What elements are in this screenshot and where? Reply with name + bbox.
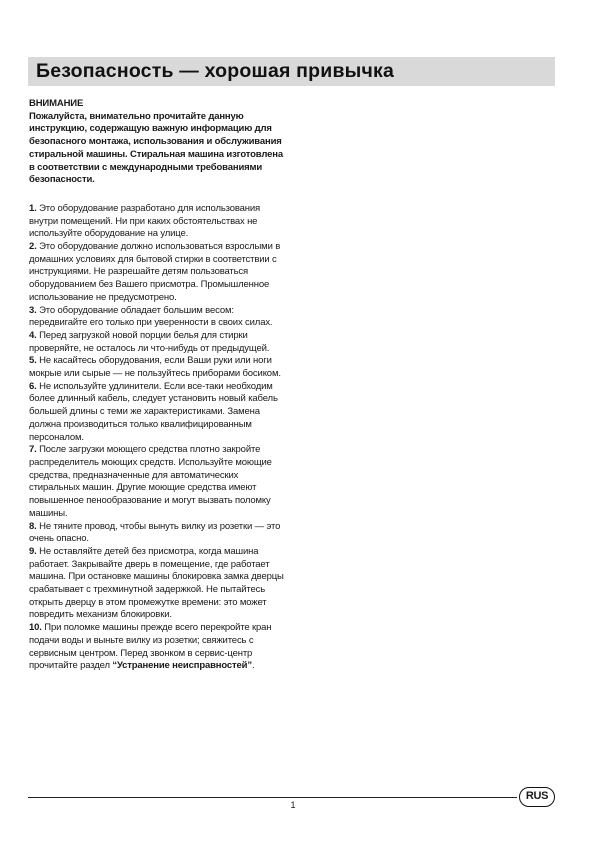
list-item (29, 203, 284, 241)
item-number: 8. (29, 520, 37, 532)
language-badge: RUS (519, 787, 555, 807)
item-number: 9. (29, 545, 37, 557)
item-text: Не оставляйте детей без присмотра, когда машина работает. Закрывайте дверь в помещение, где работает машина. При остановке машины блокировка замка дверцы срабатывает с трехминутной задержкой. Не пытайтесь открыть дверцу в этом промежутке времени: это может повредить механизм блокировки. (29, 545, 284, 621)
warning-block (29, 98, 284, 187)
item-number: 3. (29, 304, 37, 316)
list-item (29, 330, 284, 355)
list-item (29, 241, 284, 305)
safety-list (29, 203, 284, 673)
warning-text: Пожалуйста, внимательно прочитайте данную инструкцию, содержащую важную информацию для безопасного монтажа, использования и обслуживания стиральной машины. Стиральная машина изготовлена в соответствии с международными требованиями безопасности. (29, 110, 283, 186)
item-text: Не тяните провод, чтобы вынуть вилку из розетки — это очень опасно. (29, 520, 281, 545)
item-text: Не касайтесь оборудования, если Ваши руки или ноги мокрые или сырые — не пользуйтесь приборами босиком. (29, 355, 281, 380)
list-item (29, 381, 284, 445)
warning-label: ВНИМАНИЕ (29, 98, 84, 109)
page-number: 1 (290, 800, 296, 810)
list-item (29, 622, 284, 673)
item-number: 10. (29, 622, 42, 634)
item-text-tail: . (251, 660, 255, 672)
list-item (29, 444, 284, 520)
item-number: 2. (29, 241, 37, 253)
item-text: Это оборудование разработано для использования внутри помещений. Ни при каких обстоятельствах не используйте оборудование на улице. (29, 202, 261, 240)
list-item (29, 521, 284, 546)
item-text: Перед загрузкой новой порции белья для стирки проверяйте, не осталось ли что-нибудь от предыдущей. (29, 329, 270, 354)
item-number: 4. (29, 329, 37, 341)
item-number: 5. (29, 355, 37, 367)
list-item (29, 355, 284, 380)
item-text: При поломке машины прежде всего перекройте кран подачи воды и выньте вилку из розетки; свяжитесь с сервисным центром. Перед звонком в сервис-центр прочитайте раздел (29, 622, 272, 672)
main-content (29, 98, 284, 673)
item-number: 7. (29, 444, 37, 456)
footer-divider (28, 797, 517, 798)
item-text: Не используйте удлинители. Если все-таки необходим более длинный кабель, следует установить новый кабель большей длины с теми же характеристиками. Замена должна производиться только квалифицированным персоналом. (29, 380, 278, 443)
page-title: Безопасность — хорошая привычка (36, 60, 395, 82)
item-number: 6. (29, 380, 37, 392)
item-text: Это оборудование должно использоваться взрослыми в домашних условиях для бытовой стирки в соответствии с инструкциями. Не разрешайте детям пользоваться оборудованием без Вашего присмотра. Промышленное использование не предусмотрено. (29, 241, 281, 303)
section-reference: “Устранение неисправностей” (112, 660, 252, 672)
list-item (29, 546, 284, 622)
title-bar (28, 57, 555, 86)
list-item (29, 305, 284, 330)
item-text: Это оборудование обладает большим весом: передвигайте его только при уверенности в своих силах. (29, 304, 273, 329)
item-text: После загрузки моющего средства плотно закройте распределитель моющих средств. Используйте моющие средства, предназначенные для автоматических стиральных машин. Другие моющие средства имеют повышенное пенообразование и могут вызвать поломку машины. (29, 444, 272, 519)
item-number: 1. (29, 202, 37, 214)
